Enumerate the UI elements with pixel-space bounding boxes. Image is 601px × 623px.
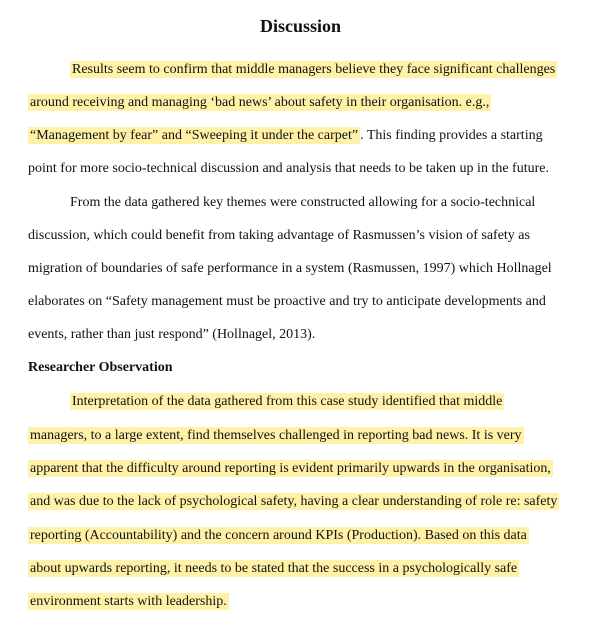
paragraph-1-line-2 [28,93,491,113]
paragraph-2-line-5 [28,325,315,345]
paragraph-3-line-1 [70,392,504,412]
plain-text: events, rather than just respond” (Hollnagel, 2013). [28,327,316,342]
paragraph-1-line-3 [28,126,543,146]
paragraph-1-line-1 [70,60,557,80]
highlight: Results seem to confirm that middle managers believe they face significant challenges [72,62,556,77]
paragraph-2-line-2 [28,226,530,246]
paragraph-3-line-4 [28,492,559,512]
paragraph-3-line-2 [28,426,524,446]
highlight: managers, to a large extent, find themselves challenged in reporting bad news. It is very [30,428,522,443]
page-title: Discussion [259,16,342,36]
paragraph-3-line-6 [28,559,519,579]
highlight: Interpretation of the data gathered from this case study identified that middle [72,394,503,409]
highlight: environment starts with leadership. [30,594,227,609]
highlight: around receiving and managing ‘bad news’ about safety in their organisation. e.g., [30,95,490,110]
plain-text: migration of boundaries of safe performance in a system (Rasmussen, 1997) which Hollnagel [28,261,552,276]
plain-text: point for more socio-technical discussion and analysis that needs to be taken up in the future. [28,161,549,176]
paragraph-2-line-3 [28,259,552,279]
plain-text: elaborates on “Safety management must be proactive and try to anticipate developments and [28,294,546,309]
plain-text: discussion, which could benefit from taking advantage of Rasmussen’s vision of safety as [28,228,530,243]
highlight: “Management by fear” and “Sweeping it under the carpet” [30,128,359,143]
paragraph-2-line-4 [28,292,546,312]
paragraph-3-line-7 [28,592,229,612]
highlight: and was due to the lack of psychological safety, having a clear understanding of role re: safety [30,494,558,509]
paragraph-3-line-5 [28,526,529,546]
section-heading: Researcher Observation [28,360,173,375]
paragraph-1-line-4 [28,159,549,179]
paragraph-3-line-3 [28,459,553,479]
highlight: about upwards reporting, it needs to be stated that the success in a psychologically safe [30,561,518,576]
highlight: reporting (Accountability) and the concern around KPIs (Production). Based on this data [30,528,527,543]
plain-text: . This finding provides a starting [360,128,543,143]
paragraph-2-line-1 [70,193,535,213]
highlight: apparent that the difficulty around reporting is evident primarily upwards in the organisation, [30,461,551,476]
plain-text: From the data gathered key themes were constructed allowing for a socio-technical [70,195,536,210]
